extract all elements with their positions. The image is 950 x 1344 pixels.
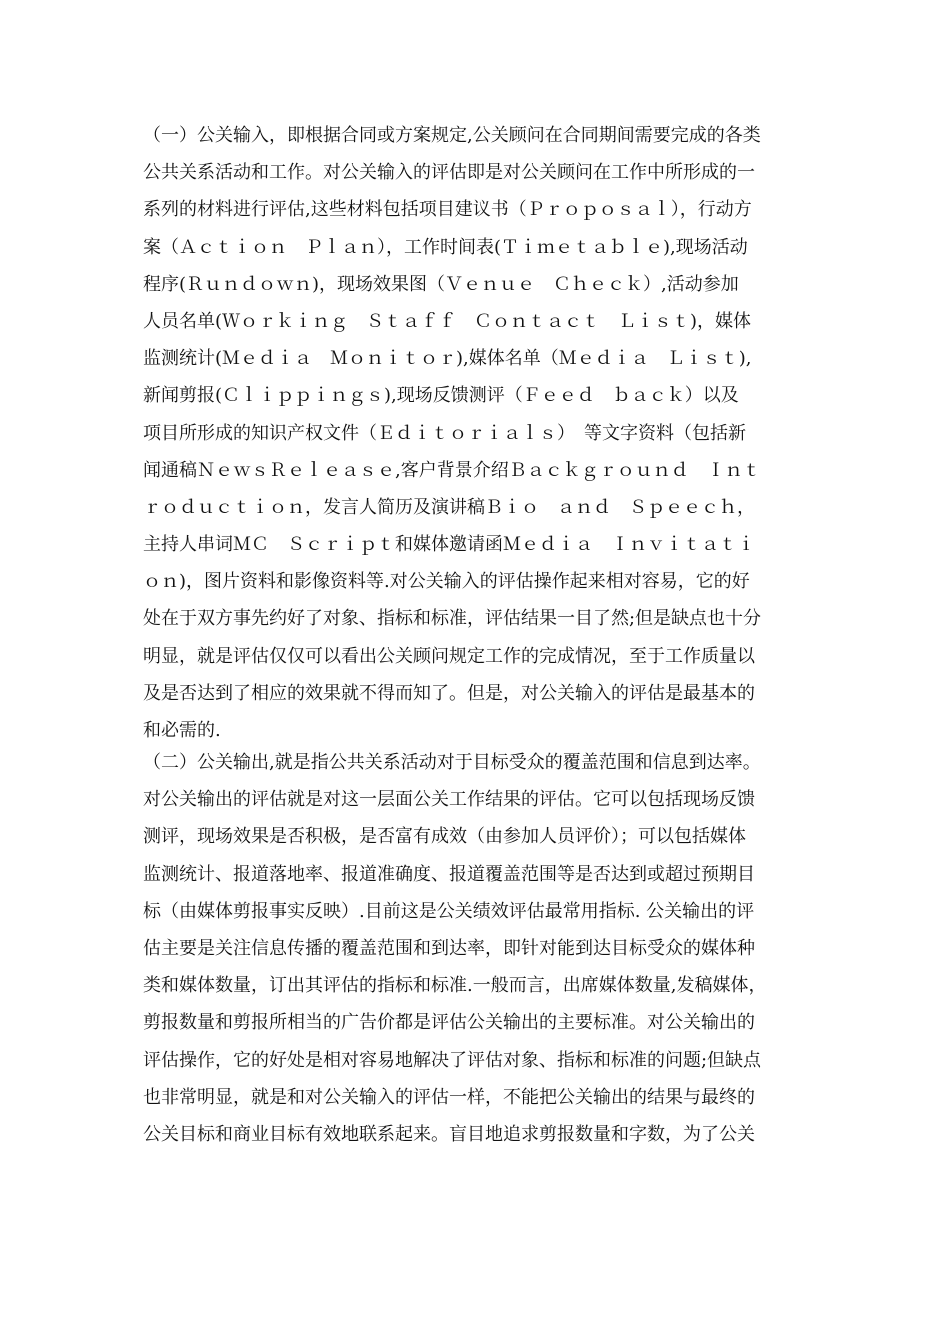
text-line: ｏｎ)，图片资料和影像资料等.对公关输入的评估操作起来相对容易，它的好 — [143, 571, 750, 593]
text-line: 测评，现场效果是否积极，是否富有成效（由参加人员评价）；可以包括媒体 — [143, 826, 746, 848]
text-line: 程序(Ｒｕｎｄｏｗｎ)，现场效果图（Ｖｅｎｕｅ Ｃｈｅｃｋ）,活动参加 — [143, 273, 739, 295]
text-line: 公关目标和商业目标有效地联系起来。盲目地追求剪报数量和字数，为了公关 — [143, 1123, 755, 1145]
paragraph-public-relations-output — [143, 744, 823, 1153]
text-line: （一）公关输入，即根据合同或方案规定,公关顾问在合同期间需要完成的各类 — [143, 125, 761, 146]
text-line: 及是否达到了相应的效果就不得而知了。但是，对公关输入的评估是最基本的 — [143, 682, 755, 704]
text-line: 也非常明显，就是和对公关输入的评估一样，不能把公关输出的结果与最终的 — [143, 1086, 755, 1108]
text-line: 类和媒体数量，订出其评估的指标和标准.一般而言，出席媒体数量,发稿媒体， — [143, 975, 767, 997]
text-line: 监测统计、报道落地率、报道准确度、报道覆盖范围等是否达到或超过预期目 — [143, 863, 755, 885]
text-line: 处在于双方事先约好了对象、指标和标准，评估结果一目了然;但是缺点也十分 — [143, 608, 762, 630]
text-line: 项目所形成的知识产权文件（Ｅｄｉｔｏｒｉａｌｓ） 等文字资料（包括新 — [143, 422, 746, 444]
text-line: 闻通稿ＮｅｗｓＲｅｌｅａｓｅ,客户背景介绍Ｂａｃｋｇｒｏｕｎｄ Ｉｎｔ — [143, 459, 761, 481]
paragraph-public-relations-input — [143, 117, 823, 749]
text-line: 明显，就是评估仅仅可以看出公关顾问规定工作的完成情况，至于工作质量以 — [143, 645, 755, 667]
text-line: 新闻剪报(Ｃｌｉｐｐｉｎｇｓ),现场反馈测评（Ｆｅｅｄ ｂａｃｋ）以及 — [143, 385, 739, 407]
text-line: 人员名单(Ｗｏｒｋｉｎｇ Ｓｔａｆｆ Ｃｏｎｔａｃｔ Ｌｉｓｔ)，媒体 — [143, 310, 752, 332]
text-line: 监测统计(Ｍｅｄｉａ Ｍｏｎｉｔｏｒ),媒体名单（Ｍｅｄｉａ Ｌｉｓｔ), — [143, 348, 752, 370]
text-line: （二）公关输出,就是指公共关系活动对于目标受众的覆盖范围和信息到达率。 — [143, 752, 761, 773]
text-line: 估主要是关注信息传播的覆盖范围和到达率，即针对能到达目标受众的媒体种 — [143, 937, 755, 959]
text-line: 案（Ａｃｔｉｏｎ Ｐｌａｎ），工作时间表(Ｔｉｍｅｔａｂｌｅ),现场活动 — [143, 236, 748, 258]
text-line: 剪报数量和剪报所相当的广告价都是评估公关输出的主要标准。对公关输出的 — [143, 1012, 755, 1034]
text-line: 对公关输出的评估就是对这一层面公关工作结果的评估。它可以包括现场反馈 — [143, 789, 755, 811]
text-line: 系列的材料进行评估,这些材料包括项目建议书（Ｐｒｏｐｏｓａｌ），行动方 — [143, 199, 752, 221]
text-line: 主持人串词ＭＣ Ｓｃｒｉｐｔ和媒体邀请函Ｍｅｄｉａ Ｉｎｖｉｔａｔｉ — [143, 534, 755, 556]
text-line: 和必需的. — [143, 720, 221, 741]
text-line: 公共关系活动和工作。对公关输入的评估即是对公关顾问在工作中所形成的一 — [143, 162, 755, 184]
text-line: 标（由媒体剪报事实反映）.目前这是公关绩效评估最常用指标. 公关输出的评 — [143, 900, 755, 922]
text-line: 评估操作，它的好处是相对容易地解决了评估对象、指标和标准的问题;但缺点 — [143, 1049, 762, 1071]
text-line: ｒｏｄｕｃｔｉｏｎ，发言人简历及演讲稿Ｂｉｏ ａｎｄ Ｓｐｅｅｃｈ， — [143, 496, 755, 518]
